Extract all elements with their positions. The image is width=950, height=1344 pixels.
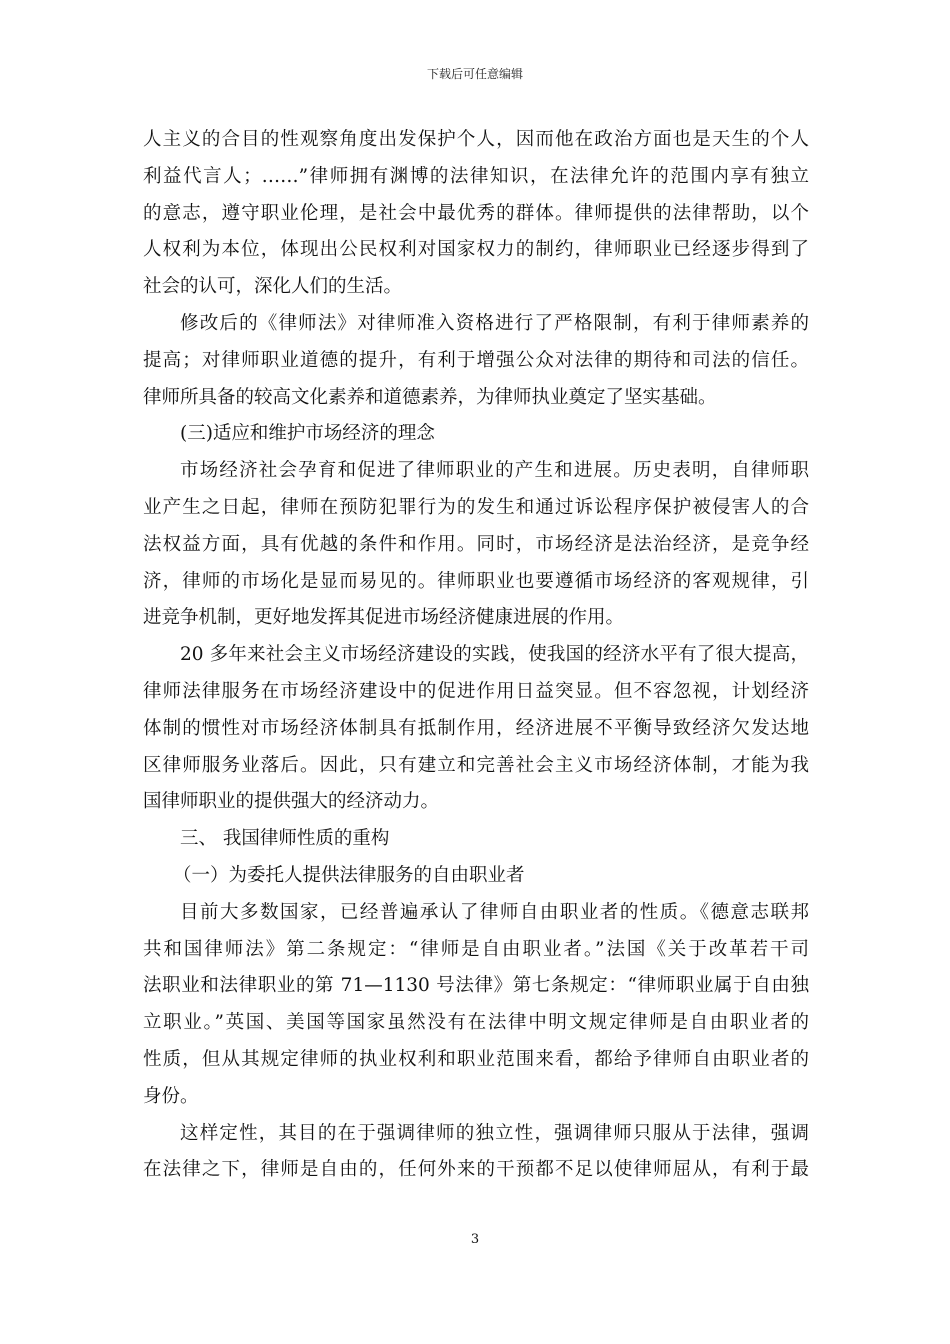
subsection-heading: （一）为委托人提供法律服务的自由职业者 [173,864,525,886]
paragraph-line: 的意志，遵守职业伦理，是社会中最优秀的群体。律师提供的法律帮助，以个 [143,202,809,224]
section-heading: 三、 我国律师性质的重构 [180,828,390,850]
paragraph-line: 区律师服务业落后。因此，只有建立和完善社会主义市场经济体制，才能为我 [143,754,809,776]
paragraph-line: 社会的认可，深化人们的生活。 [143,276,403,298]
paragraph-line: 立职业。”英国、美国等国家虽然没有在法律中明文规定律师是自由职业者的 [143,1012,809,1034]
paragraph-line: 法职业和法律职业的第 71—1130 号法律》第七条规定：“律师职业属于自由独 [143,975,809,997]
paragraph-line: 业产生之日起，律师在预防犯罪行为的发生和通过诉讼程序保护被侵害人的合 [143,496,809,518]
paragraph-line: 利益代言人；……”律师拥有渊博的法律知识，在法律允许的范围内享有独立 [143,165,809,187]
paragraph-line: 20 多年来社会主义市场经济建设的实践，使我国的经济水平有了很大提高， [180,644,809,666]
paragraph-line: 身份。 [143,1085,199,1107]
document-body [143,122,809,1189]
paragraph-line: 目前大多数国家，已经普遍承认了律师自由职业者的性质。《德意志联邦 [180,901,809,923]
paragraph-line: 国律师职业的提供强大的经济动力。 [143,791,440,813]
paragraph-line: 修改后的《律师法》对律师准入资格进行了严格限制，有利于律师素养的 [180,312,809,334]
paragraph-line: 在法律之下，律师是自由的，任何外来的干预都不足以使律师屈从，有利于最 [143,1159,809,1181]
paragraph-line: 共和国律师法》第二条规定：“律师是自由职业者。”法国《关于改革若干司 [143,938,809,960]
paragraph-line: 提高；对律师职业道德的提升，有利于增强公众对法律的期待和司法的信任。 [143,349,809,371]
paragraph-line: 性质，但从其规定律师的执业权利和职业范围来看，都给予律师自由职业者的 [143,1048,809,1070]
paragraph-line: 人权利为本位，体现出公民权利对国家权力的制约，律师职业已经逐步得到了 [143,239,809,261]
section-heading: (三)适应和维护市场经济的理念 [180,423,435,445]
paragraph-line: 律师所具备的较高文化素养和道德素养，为律师执业奠定了坚实基础。 [143,386,717,408]
paragraph-line: 这样定性，其目的在于强调律师的独立性，强调律师只服从于法律，强调 [180,1122,809,1144]
paragraph-line: 济，律师的市场化是显而易见的。律师职业也要遵循市场经济的客观规律，引 [143,570,809,592]
paragraph-line: 进竞争机制，更好地发挥其促进市场经济健康进展的作用。 [143,607,625,629]
paragraph-line: 人主义的合目的性观察角度出发保护个人，因而他在政治方面也是天生的个人 [143,129,809,150]
paragraph-line: 律师法律服务在市场经济建设中的促进作用日益突显。但不容忽视，计划经济 [143,680,809,702]
page-number: 3 [470,1232,480,1247]
page-header: 下载后可任意编辑 [426,67,523,81]
paragraph-line: 体制的惯性对市场经济体制具有抵制作用，经济进展不平衡导致经济欠发达地 [143,717,809,739]
paragraph-line: 市场经济社会孕育和促进了律师职业的产生和进展。历史表明，自律师职 [180,460,809,482]
paragraph-line: 法权益方面，具有优越的条件和作用。同时，市场经济是法治经济，是竞争经 [143,533,809,555]
